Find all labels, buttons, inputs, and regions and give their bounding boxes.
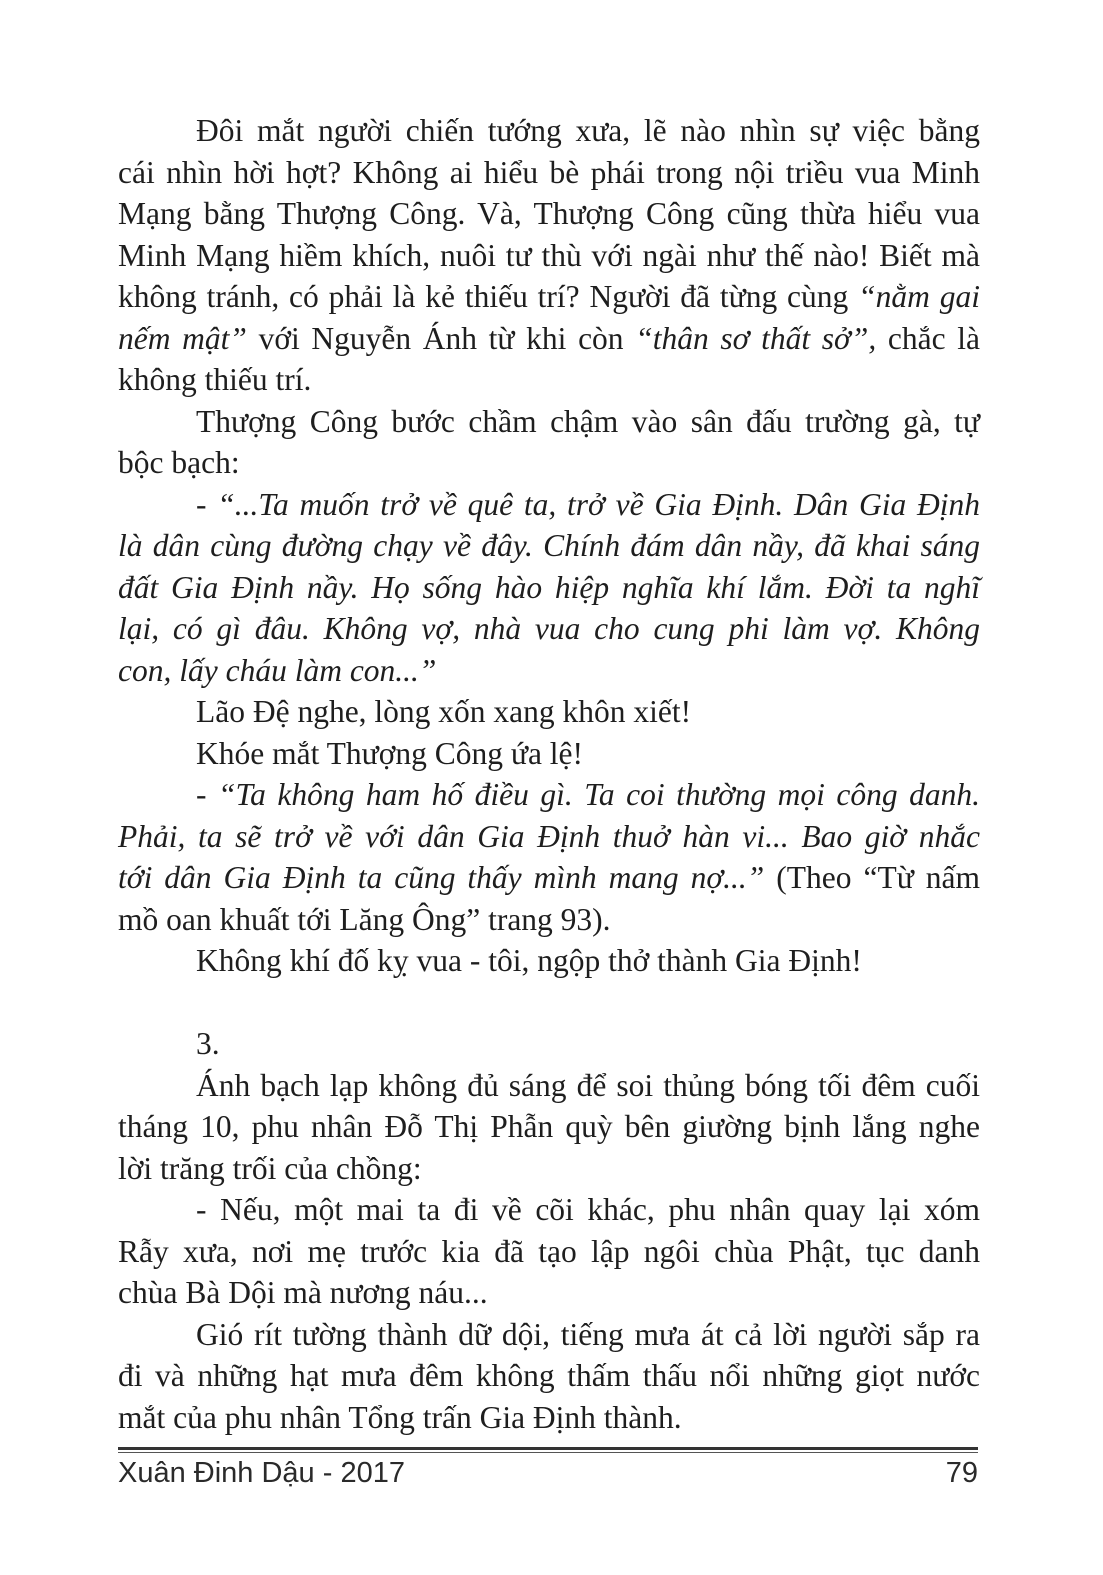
page-number: 79 <box>945 1457 978 1489</box>
footer-title: Xuân Đinh Dậu - 2017 <box>118 1457 405 1489</box>
footer-rule-thin <box>118 1452 978 1453</box>
quote-line: con, lấy cháu làm con...” <box>118 652 437 688</box>
text-line: Gió rít tường thành dữ dội, tiếng mưa át cả lời người sắp ra <box>196 1316 980 1352</box>
text-line: cái nhìn hời hợt? Không ai hiểu bè phái trong nội triều vua Minh <box>118 154 980 190</box>
italic-quote: “nằm gai <box>858 279 980 314</box>
italic-quote: “thân sơ thất sở”, <box>635 320 877 356</box>
text-line: Minh Mạng hiềm khích, nuôi tư thù với ngài như thế nào! Biết mà <box>118 237 980 273</box>
text-run: (Theo “Từ nấm <box>764 860 980 895</box>
text-line: - Nếu, một mai ta đi về cõi khác, phu nhân quay lại xóm <box>196 1192 980 1227</box>
footer-rule <box>118 1447 978 1450</box>
text-run: không tránh, có phải là kẻ thiếu trí? Người đã từng cùng <box>118 279 859 314</box>
italic-quote: tới dân Gia Định ta cũng thấy mình mang nợ...” <box>118 860 765 895</box>
quote-line: là dân cùng đường chạy về đây. Chính đám dân nầy, đã khai sáng <box>118 528 980 563</box>
text-line: mồ oan khuất tới Lăng Ông” trang 93). <box>118 901 611 937</box>
text-line: tháng 10, phu nhân Đỗ Thị Phẫn quỳ bên giường bịnh lắng nghe <box>118 1109 980 1144</box>
text-line: Không khí đố kỵ vua - tôi, ngộp thở thành Gia Định! <box>196 943 862 978</box>
text-line: Mạng bằng Thượng Công. Và, Thượng Công cũng thừa hiểu vua <box>118 196 980 231</box>
quote-line: Phải, ta sẽ trở về với dân Gia Định thuở hàn vi... Bao giờ nhắc <box>118 818 980 854</box>
text-line <box>118 857 980 899</box>
text-line: Khóe mắt Thượng Công ứa lệ! <box>196 735 584 771</box>
text-line: Đôi mắt người chiến tướng xưa, lẽ nào nhìn sự việc bằng <box>196 113 980 148</box>
text-line: bộc bạch: <box>118 445 240 480</box>
quote-line: đất Gia Định nầy. Họ sống hào hiệp nghĩa khí lắm. Đời ta nghĩ <box>118 569 980 605</box>
text-run: với Nguyễn Ánh từ khi còn <box>246 320 636 356</box>
text-line: Thượng Công bước chầm chậm vào sân đấu trường gà, tự <box>196 403 980 439</box>
text-line: Ánh bạch lạp không đủ sáng để soi thủng bóng tối đêm cuối <box>196 1067 980 1103</box>
text-line: không thiếu trí. <box>118 362 312 397</box>
text-line: Rẫy xưa, nơi mẹ trước kia đã tạo lập ngôi chùa Phật, tục danh <box>118 1233 980 1269</box>
text-line <box>118 276 980 318</box>
text-line: Lão Đệ nghe, lòng xốn xang khôn xiết! <box>196 694 692 729</box>
text-line: chùa Bà Dội mà nương náu... <box>118 1275 488 1310</box>
text-run: chắc là <box>876 320 980 356</box>
quote-line: lại, có gì đâu. Không vợ, nhà vua cho cung phi làm vợ. Không <box>118 611 980 646</box>
section-number: 3. <box>196 1026 220 1061</box>
page-body <box>118 110 980 1438</box>
italic-quote: nếm mật” <box>118 320 247 356</box>
text-line: mắt của phu nhân Tổng trấn Gia Định thành. <box>118 1399 682 1435</box>
blank-line <box>118 982 980 1024</box>
quote-line: - “...Ta muốn trở về quê ta, trở về Gia Định. Dân Gia Định <box>196 486 980 522</box>
text-line <box>118 318 980 360</box>
text-line: lời trăng trối của chồng: <box>118 1150 422 1186</box>
text-line: đi và những hạt mưa đêm không thấm thấu nổi những giọt nước <box>118 1358 980 1393</box>
quote-line: - “Ta không ham hố điều gì. Ta coi thường mọi công danh. <box>196 777 980 812</box>
